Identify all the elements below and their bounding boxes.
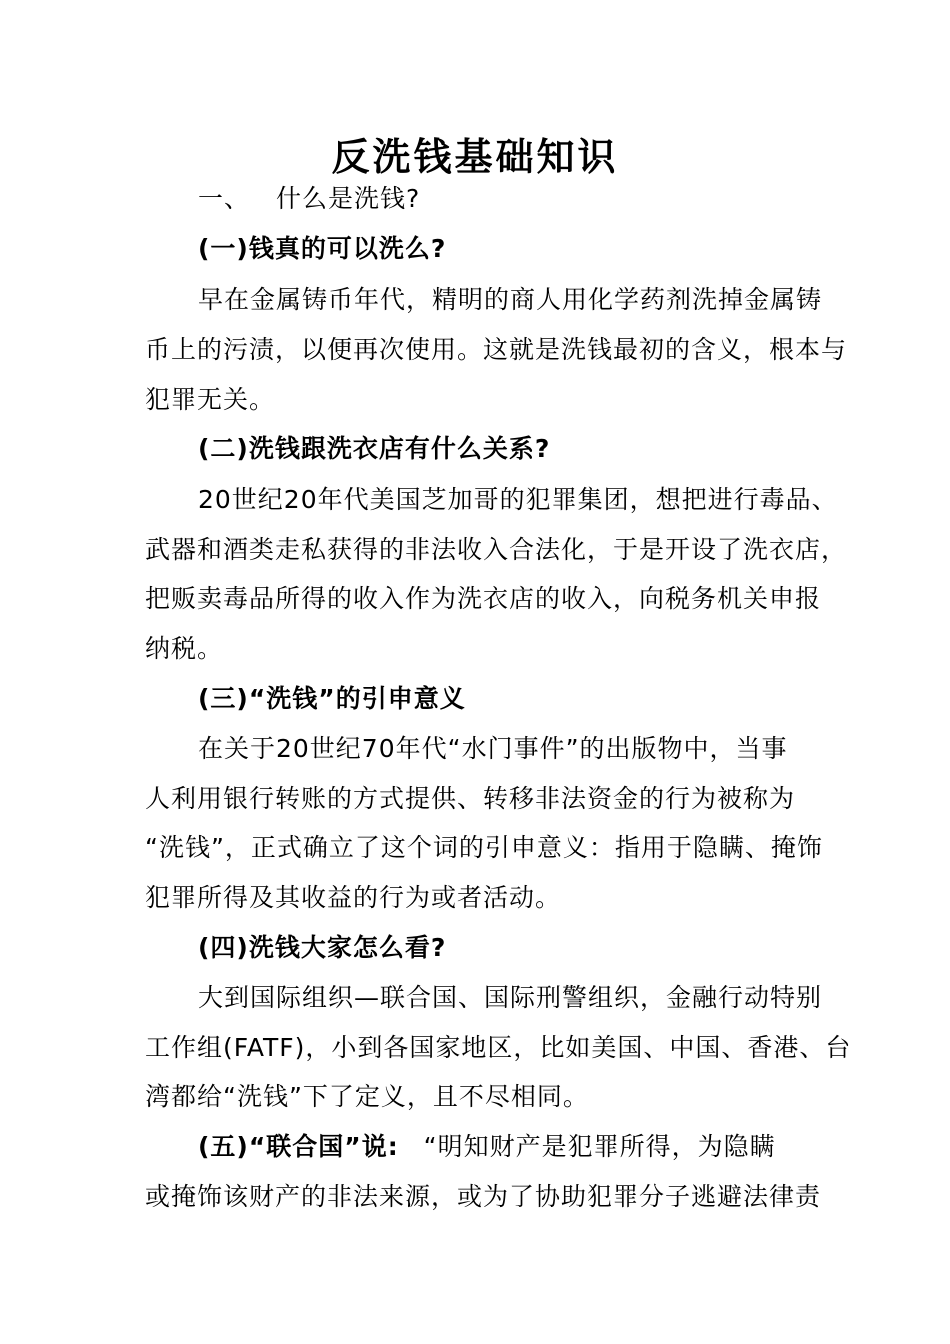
paragraph-line: 工作组(FATF)，小到各国家地区，比如美国、中国、香港、台: [145, 1033, 852, 1062]
paragraph-line: 币上的污渍，以便再次使用。这就是洗钱最初的含义，根本与: [145, 335, 848, 364]
subheading-1: (一)钱真的可以洗么?: [198, 234, 447, 263]
paragraph-line: 湾都给“洗钱”下了定义，且不尽相同。: [145, 1082, 589, 1111]
paragraph-line: 武器和酒类走私获得的非法收入合法化，于是开设了洗衣店，: [145, 535, 848, 564]
paragraph-line: 或掩饰该财产的非法来源，或为了协助犯罪分子逃避法律责: [145, 1182, 822, 1211]
subheading-3: (三)“洗钱”的引申意义: [198, 684, 466, 713]
paragraph-line: 把贩卖毒品所得的收入作为洗衣店的收入，向税务机关申报: [145, 584, 822, 613]
paragraph-line: 在关于20世纪70年代“水门事件”的出版物中，当事: [198, 734, 788, 763]
subheading-4: (四)洗钱大家怎么看?: [198, 933, 447, 962]
paragraph-line: “明知财产是犯罪所得，为隐瞒: [423, 1132, 776, 1161]
paragraph-line: 犯罪无关。: [145, 385, 276, 414]
section-title: 什么是洗钱?: [276, 184, 421, 213]
paragraph-line: 纳税。: [145, 634, 224, 663]
paragraph-line: 人利用银行转账的方式提供、转移非法资金的行为被称为: [145, 784, 796, 813]
page-title: 反洗钱基础知识: [331, 134, 619, 179]
subheading-2: (二)洗钱跟洗衣店有什么关系?: [198, 434, 551, 463]
section-heading-1: [198, 183, 420, 215]
subheading-5-line: [198, 1131, 776, 1163]
paragraph-line: 犯罪所得及其收益的行为或者活动。: [145, 883, 562, 912]
paragraph-line: 早在金属铸币年代，精明的商人用化学药剂洗掉金属铸: [198, 285, 823, 314]
paragraph-line: 大到国际组织—联合国、国际刑警组织，金融行动特别: [198, 983, 823, 1012]
section-number: 一、: [198, 184, 251, 213]
paragraph-line: “洗钱”，正式确立了这个词的引申意义：指用于隐瞒、掩饰: [145, 833, 823, 862]
paragraph-line: 20世纪20年代美国芝加哥的犯罪集团，想把进行毒品、: [198, 485, 838, 514]
subheading-5: (五)“联合国”说:: [198, 1132, 399, 1161]
